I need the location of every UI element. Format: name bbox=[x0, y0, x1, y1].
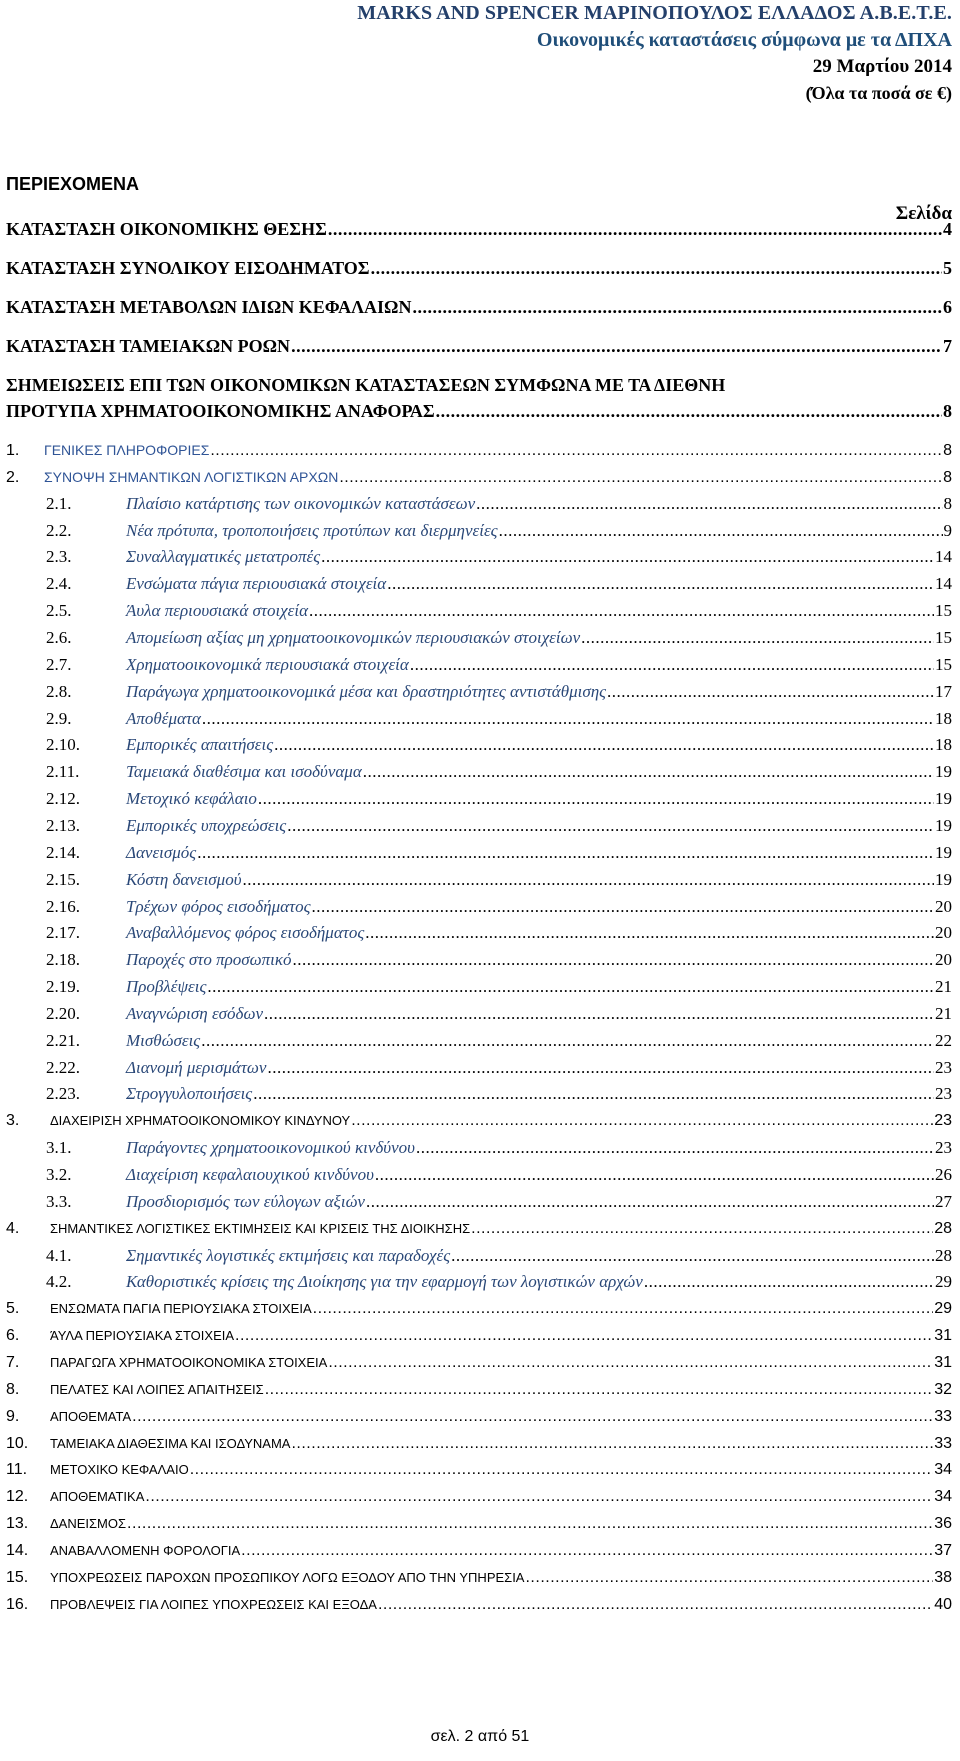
toc-leader-dots bbox=[328, 216, 942, 242]
toc-entry-page: 8 bbox=[943, 493, 952, 513]
toc-entry-page: 14 bbox=[935, 547, 952, 567]
toc-leader-dots bbox=[412, 294, 942, 320]
toc-entry-label: ΜΕΤΟΧΙΚΟ ΚΕΦΑΛΑΙΟ bbox=[50, 1462, 189, 1478]
toc-entry-number: 13. bbox=[6, 1515, 29, 1532]
toc-entry-label: ΠΑΡΑΓΩΓΑ ΧΡΗΜΑΤΟΟΙΚΟΝΟΜΙΚΑ ΣΤΟΙΧΕΙΑ bbox=[50, 1354, 328, 1370]
toc-entry-page: 23 bbox=[935, 1138, 952, 1158]
toc-entry-label: Παράγοντες χρηματοοικονομικού κινδύνου bbox=[126, 1138, 415, 1158]
toc-leader-dots bbox=[190, 1457, 934, 1483]
toc-entry-label: Αποθέματα bbox=[126, 708, 201, 728]
toc-entry-page: 19 bbox=[935, 789, 952, 808]
toc-leader-dots bbox=[291, 1431, 933, 1457]
toc-entry-page: 23 bbox=[934, 1112, 952, 1130]
toc-entry-main[interactable] bbox=[6, 333, 952, 359]
toc-entry[interactable] bbox=[6, 1216, 952, 1242]
toc-entry[interactable] bbox=[6, 840, 952, 866]
toc-entry-number: 5. bbox=[6, 1300, 20, 1318]
toc-entry[interactable] bbox=[6, 491, 952, 517]
toc-entry-number: 2.16. bbox=[46, 896, 80, 916]
toc-entry[interactable] bbox=[6, 1055, 952, 1081]
toc-entry[interactable] bbox=[6, 920, 952, 946]
toc-entry-number: 3. bbox=[6, 1112, 20, 1130]
toc-leader-dots bbox=[365, 920, 934, 946]
toc-entry-label: Ταμειακά διαθέσιμα και ισοδύναμα bbox=[126, 762, 362, 782]
toc-entry[interactable] bbox=[6, 786, 952, 812]
toc-entry-number: 2.3. bbox=[46, 547, 72, 567]
toc-entry-main[interactable] bbox=[6, 255, 952, 281]
toc-entry-number: 8. bbox=[6, 1380, 20, 1398]
toc-entry[interactable] bbox=[6, 1538, 952, 1564]
toc-entry-page: 21 bbox=[935, 1003, 952, 1023]
page-column-label: Σελίδα bbox=[895, 203, 952, 224]
toc-entry-page: 15 bbox=[935, 601, 952, 621]
currency-note: (Όλα τα ποσά σε €) bbox=[805, 83, 952, 103]
toc-entry-number: 2.22. bbox=[46, 1057, 80, 1077]
toc-entry-label: ΣΗΜΕΙΩΣΕΙΣ ΕΠΙ ΤΩΝ ΟΙΚΟΝΟΜΙΚΩΝ ΚΑΤΑΣΤΑΣΕΩΝ ΣΥΜΦΩΝΑ ΜΕ ΤΑ ΔΙΕΘΝΗ bbox=[6, 375, 726, 395]
toc-entry-page: 20 bbox=[935, 896, 952, 916]
toc-entry-page: 27 bbox=[935, 1191, 952, 1211]
toc-entry-number: 3.2. bbox=[46, 1165, 72, 1184]
toc-entry-page: 33 bbox=[934, 1407, 952, 1425]
toc-leader-dots bbox=[451, 1243, 934, 1269]
toc-entry-number: 2.12. bbox=[46, 789, 80, 808]
toc-entry[interactable] bbox=[6, 1189, 952, 1215]
toc-entry-page: 14 bbox=[935, 574, 952, 594]
toc-leader-dots bbox=[387, 571, 934, 597]
toc-entry-label: ΔΙΑΧΕΙΡΙΣΗ ΧΡΗΜΑΤΟΟΙΚΟΝΟΜΙΚΟΥ ΚΙΝΔΥΝΟΥ bbox=[50, 1113, 351, 1129]
toc-entry-page: 28 bbox=[934, 1219, 952, 1237]
toc-entry-label: ΤΑΜΕΙΑΚΑ ΔΙΑΘΕΣΙΜΑ ΚΑΙ ΙΣΟΔΥΝΑΜΑ bbox=[50, 1435, 291, 1451]
toc-entry-page: 31 bbox=[934, 1353, 952, 1371]
toc-entry[interactable] bbox=[6, 894, 952, 920]
toc-leader-dots bbox=[210, 438, 942, 464]
toc-entry-label: Παροχές στο προσωπικό bbox=[126, 950, 292, 970]
toc-entry[interactable] bbox=[6, 1511, 952, 1537]
toc-entry-page: 18 bbox=[935, 708, 952, 728]
toc-entry-number: 2.1. bbox=[46, 493, 72, 513]
toc-leader-dots bbox=[410, 652, 934, 678]
toc-entry-number: 2.17. bbox=[46, 923, 80, 943]
toc-entry-label: Νέα πρότυπα, τροποποιήσεις προτύπων και διερμηνείες bbox=[126, 520, 498, 540]
toc-leader-dots bbox=[267, 1055, 934, 1081]
toc-entry-page: 15 bbox=[935, 654, 952, 674]
toc-entry-page: 29 bbox=[935, 1272, 952, 1292]
toc-entry[interactable] bbox=[6, 1243, 952, 1269]
toc-leader-dots bbox=[366, 1189, 934, 1215]
toc-entry[interactable] bbox=[6, 1323, 952, 1349]
toc-entry-page: 32 bbox=[934, 1380, 952, 1398]
toc-entry[interactable] bbox=[6, 652, 952, 678]
toc-entry[interactable] bbox=[6, 1565, 952, 1591]
toc-entry-number: 3.3. bbox=[46, 1191, 72, 1211]
toc-entry-label: Δανεισμός bbox=[126, 842, 197, 862]
toc-entry-main[interactable] bbox=[6, 216, 952, 242]
toc-entry-number: 2.4. bbox=[46, 574, 72, 594]
toc-entry-page: 33 bbox=[934, 1434, 952, 1452]
toc-notes-heading-line2[interactable] bbox=[6, 398, 952, 424]
toc-entry-number: 2.23. bbox=[46, 1084, 80, 1104]
toc-entry[interactable] bbox=[6, 437, 952, 463]
toc-entry[interactable] bbox=[6, 1592, 952, 1618]
toc-entry-number: 2.15. bbox=[46, 869, 80, 889]
toc-entry-number: 2.10. bbox=[46, 735, 80, 755]
toc-leader-dots bbox=[287, 813, 934, 839]
toc-entry[interactable] bbox=[6, 759, 952, 785]
toc-entry-page: 20 bbox=[935, 923, 952, 943]
toc-entry-label: Εμπορικές υποχρεώσεις bbox=[126, 815, 287, 835]
toc-entry-label: Κόστη δανεισμού bbox=[126, 869, 242, 889]
toc-entry[interactable] bbox=[6, 518, 952, 544]
toc-leader-dots bbox=[378, 1592, 933, 1618]
toc-entry-page: 22 bbox=[935, 1030, 952, 1050]
toc-entry[interactable] bbox=[6, 1350, 952, 1376]
toc-entry-page: 23 bbox=[935, 1084, 952, 1104]
toc-entry-page: 9 bbox=[943, 520, 952, 540]
toc-leader-dots bbox=[264, 1001, 934, 1027]
toc-entry-label: Ενσώματα πάγια περιουσιακά στοιχεία bbox=[126, 574, 387, 594]
toc-entry-number: 7. bbox=[6, 1353, 20, 1371]
toc-entry-label: ΆΥΛΑ ΠΕΡΙΟΥΣΙΑΚΑ ΣΤΟΙΧΕΙΑ bbox=[50, 1328, 235, 1344]
toc-leader-dots bbox=[253, 1081, 934, 1107]
toc-entry-label: Διανομή μερισμάτων bbox=[126, 1057, 267, 1077]
toc-entry-label: Εμπορικές απαιτήσεις bbox=[126, 735, 274, 755]
toc-entry-label: Μισθώσεις bbox=[126, 1030, 201, 1050]
toc-entry-label: ΚΑΤΑΣΤΑΣΗ ΜΕΤΑΒΟΛΩΝ ΙΔΙΩΝ ΚΕΦΑΛΑΙΩΝ bbox=[6, 297, 412, 317]
toc-entry-number: 2.5. bbox=[46, 601, 72, 621]
toc-entry-number: 2.9. bbox=[46, 708, 72, 728]
report-date: 29 Μαρτίου 2014 bbox=[812, 56, 952, 77]
company-name: MARKS AND SPENCER ΜΑΡΙΝΟΠΟΥΛΟΣ ΕΛΛΑΔΟΣ Α.Β.Ε.Τ.Ε. bbox=[357, 2, 952, 24]
toc-leader-dots bbox=[313, 1296, 934, 1322]
toc-entry[interactable] bbox=[6, 1484, 952, 1510]
toc-entry-page: 19 bbox=[935, 815, 952, 835]
toc-entry-page: 19 bbox=[935, 869, 952, 889]
toc-leader-dots bbox=[312, 894, 934, 920]
toc-entry[interactable] bbox=[6, 1028, 952, 1054]
toc-entry-page: 37 bbox=[934, 1541, 952, 1559]
toc-entry[interactable] bbox=[6, 1457, 952, 1483]
toc-entry[interactable] bbox=[6, 598, 952, 624]
toc-entry-label: ΠΡΟΤΥΠΑ ΧΡΗΜΑΤΟΟΙΚΟΝΟΜΙΚΗΣ ΑΝΑΦΟΡΑΣ bbox=[6, 401, 435, 421]
toc-entry-label: Αναβαλλόμενος φόρος εισοδήματος bbox=[126, 923, 365, 943]
toc-entry-number: 16. bbox=[6, 1595, 29, 1613]
toc-leader-dots bbox=[127, 1511, 933, 1537]
toc-entry-page: 18 bbox=[935, 735, 952, 755]
toc-leader-dots bbox=[293, 947, 934, 973]
toc-leader-dots bbox=[363, 759, 934, 785]
toc-entry-label: Σημαντικές λογιστικές εκτιμήσεις και παραδοχές bbox=[126, 1245, 451, 1265]
toc-entry-label: ΑΠΟΘΕΜΑΤΑ bbox=[50, 1408, 132, 1424]
toc-entry-page: 36 bbox=[934, 1515, 952, 1532]
toc-entry-number: 9. bbox=[6, 1407, 20, 1425]
toc-entry-number: 14. bbox=[6, 1541, 29, 1559]
toc-entry-page: 34 bbox=[934, 1461, 952, 1479]
toc-notes-heading-line1[interactable] bbox=[6, 372, 952, 398]
page-indicator: σελ. 2 από 51 bbox=[430, 1728, 530, 1745]
toc-entry-label: ΠΡΟΒΛΕΨΕΙΣ ΓΙΑ ΛΟΙΠΕΣ ΥΠΟΧΡΕΩΣΕΙΣ ΚΑΙ ΕΞΟΔΑ bbox=[50, 1596, 377, 1612]
toc-entry-page: 8 bbox=[943, 468, 952, 486]
toc-leader-dots bbox=[235, 1323, 933, 1349]
toc-entry-number: 2.13. bbox=[46, 815, 80, 835]
toc-entry-label: Αναγνώριση εσόδων bbox=[126, 1003, 264, 1023]
toc-leader-dots bbox=[644, 1269, 934, 1295]
toc-entry-number: 4.2. bbox=[46, 1272, 72, 1292]
toc-entry[interactable] bbox=[6, 571, 952, 597]
toc-entry-label: Απομείωση αξίας μη χρηματοοικονομικών περιουσιακών στοιχείων bbox=[126, 628, 581, 647]
toc-leader-dots bbox=[309, 598, 934, 624]
toc-leader-dots bbox=[476, 491, 942, 517]
toc-entry-label: ΣΥΝΟΨΗ ΣΗΜΑΝΤΙΚΩΝ ΛΟΓΙΣΤΙΚΩΝ ΑΡΧΩΝ bbox=[44, 468, 339, 485]
toc-entry-page: 19 bbox=[935, 762, 952, 782]
toc-entry-page: 29 bbox=[934, 1300, 952, 1318]
toc-entry-label: Προβλέψεις bbox=[126, 977, 207, 996]
toc-leader-dots bbox=[581, 625, 934, 651]
toc-entry[interactable] bbox=[6, 1377, 952, 1403]
toc-entry-label: ΚΑΤΑΣΤΑΣΗ ΟΙΚΟΝΟΜΙΚΗΣ ΘΕΣΗΣ bbox=[6, 219, 327, 239]
toc-entry[interactable] bbox=[6, 464, 952, 490]
toc-entry-label: Προσδιορισμός των εύλογων αξιών bbox=[126, 1191, 365, 1211]
toc-entry-label: Χρηματοοικονομικά περιουσιακά στοιχεία bbox=[126, 654, 409, 674]
toc-entry-number: 2.19. bbox=[46, 977, 80, 996]
toc-entry-page: 34 bbox=[934, 1488, 952, 1506]
toc-entry-label: ΓΕΝΙΚΕΣ ΠΛΗΡΟΦΟΡΙΕΣ bbox=[44, 442, 210, 458]
toc-leader-dots bbox=[525, 1565, 933, 1591]
toc-entry-label: Τρέχων φόρος εισοδήματος bbox=[126, 896, 311, 916]
toc-leader-dots bbox=[339, 465, 942, 491]
toc-entry-number: 2.18. bbox=[46, 950, 80, 970]
toc-leader-dots bbox=[274, 732, 934, 758]
toc-entry-number: 2.2. bbox=[46, 520, 72, 540]
toc-leader-dots bbox=[328, 1350, 933, 1376]
toc-entry-number: 2.14. bbox=[46, 842, 80, 862]
toc-entry-page: 20 bbox=[935, 950, 952, 970]
toc-leader-dots bbox=[241, 1538, 933, 1564]
toc-entry[interactable] bbox=[6, 1162, 952, 1188]
toc-entry-label: ΑΝΑΒΑΛΛΟΜΕΝΗ ΦΟΡΟΛΟΓΙΑ bbox=[50, 1542, 241, 1558]
toc-entry[interactable] bbox=[6, 974, 952, 1000]
toc-entry-page: 4 bbox=[943, 219, 952, 239]
toc-entry-page: 7 bbox=[943, 336, 952, 356]
toc-title: ΠΕΡΙΕΧΟΜΕΝΑ bbox=[6, 174, 140, 194]
toc-entry-label: Στρογγυλοποιήσεις bbox=[126, 1084, 253, 1104]
toc-entry-page: 23 bbox=[935, 1057, 952, 1077]
toc-entry[interactable] bbox=[6, 544, 952, 570]
toc-leader-dots bbox=[416, 1135, 934, 1161]
toc-entry[interactable] bbox=[6, 1296, 952, 1322]
toc-entry-label: ΕΝΣΩΜΑΤΑ ΠΑΓΙΑ ΠΕΡΙΟΥΣΙΑΚΑ ΣΤΟΙΧΕΙΑ bbox=[50, 1301, 312, 1317]
toc-entry-page: 26 bbox=[935, 1165, 952, 1184]
toc-leader-dots bbox=[351, 1108, 933, 1134]
toc-leader-dots bbox=[291, 333, 942, 359]
toc-entry[interactable] bbox=[6, 625, 952, 651]
toc-entry-number: 2.21. bbox=[46, 1030, 80, 1050]
toc-entry-label: ΣΗΜΑΝΤΙΚΕΣ ΛΟΓΙΣΤΙΚΕΣ ΕΚΤΙΜΗΣΕΙΣ ΚΑΙ ΚΡΙΣΕΙΣ ΤΗΣ ΔΙΟΙΚΗΣΗΣ bbox=[50, 1220, 471, 1236]
toc-entry-number: 2.6. bbox=[46, 628, 72, 647]
toc-entry-main[interactable] bbox=[6, 294, 952, 320]
toc-leader-dots bbox=[207, 974, 934, 1000]
toc-entry-page: 8 bbox=[943, 442, 952, 459]
toc-entry-label: Άυλα περιουσιακά στοιχεία bbox=[126, 601, 309, 621]
toc-leader-dots bbox=[607, 679, 934, 705]
toc-entry[interactable] bbox=[6, 1431, 952, 1457]
toc-entry-page: 6 bbox=[943, 297, 952, 317]
toc-entry-page: 19 bbox=[935, 842, 952, 862]
toc-entry-label: Διαχείριση κεφαλαιουχικού κινδύνου bbox=[126, 1165, 374, 1184]
toc-leader-dots bbox=[132, 1404, 933, 1430]
toc-entry-label: ΑΠΟΘΕΜΑΤΙΚΑ bbox=[50, 1489, 145, 1505]
toc-entry-label: ΚΑΤΑΣΤΑΣΗ ΣΥΝΟΛΙΚΟΥ ΕΙΣΟΔΗΜΑΤΟΣ bbox=[6, 258, 370, 278]
toc-entry[interactable] bbox=[6, 867, 952, 893]
toc-entry-number: 2.8. bbox=[46, 681, 72, 701]
toc-entry[interactable] bbox=[6, 813, 952, 839]
toc-entry-label: ΠΕΛΑΤΕΣ ΚΑΙ ΛΟΙΠΕΣ ΑΠΑΙΤΗΣΕΙΣ bbox=[50, 1381, 264, 1397]
toc-entry-number: 10. bbox=[6, 1434, 29, 1452]
toc-entry[interactable] bbox=[6, 1135, 952, 1161]
toc-leader-dots bbox=[436, 398, 942, 424]
toc-entry-number: 2.11. bbox=[46, 762, 80, 782]
toc-entry-label: ΚΑΤΑΣΤΑΣΗ ΤΑΜΕΙΑΚΩΝ ΡΟΩΝ bbox=[6, 336, 291, 356]
toc-entry-number: 3.1. bbox=[46, 1138, 72, 1158]
toc-entry-label: ΔΑΝΕΙΣΜΟΣ bbox=[50, 1516, 127, 1531]
toc-leader-dots bbox=[197, 840, 934, 866]
toc-entry-page: 8 bbox=[943, 401, 952, 421]
toc-entry[interactable] bbox=[6, 947, 952, 973]
toc-entry-label: Μετοχικό κεφάλαιο bbox=[126, 789, 257, 808]
toc-entry[interactable] bbox=[6, 1404, 952, 1430]
toc-entry-page: 38 bbox=[934, 1568, 952, 1586]
toc-entry-label: ΥΠΟΧΡΕΩΣΕΙΣ ΠΑΡΟΧΩΝ ΠΡΟΣΩΠΙΚΟΥ ΛΟΓΩ ΕΞΟΔΟΥ ΑΠΟ ΤΗΝ ΥΠΗΡΕΣΙΑ bbox=[50, 1569, 525, 1585]
toc-entry-number: 2. bbox=[6, 468, 20, 486]
toc-entry[interactable] bbox=[6, 1108, 952, 1134]
toc-entry-number: 4. bbox=[6, 1219, 20, 1237]
toc-entry-page: 28 bbox=[935, 1245, 952, 1265]
toc-entry-label: Πλαίσιο κατάρτισης των οικονομικών καταστάσεων bbox=[126, 493, 476, 513]
toc-entry-page: 40 bbox=[934, 1595, 952, 1613]
toc-leader-dots bbox=[243, 867, 934, 893]
toc-entry-page: 31 bbox=[934, 1327, 952, 1345]
toc-entry-label: Καθοριστικές κρίσεις της Διοίκησης για την εφαρμογή των λογιστικών αρχών bbox=[126, 1272, 643, 1292]
toc-leader-dots bbox=[201, 1028, 934, 1054]
toc-entry-number: 2.7. bbox=[46, 654, 72, 674]
toc-entry-number: 12. bbox=[6, 1488, 29, 1506]
toc-entry[interactable] bbox=[6, 1269, 952, 1295]
toc-entry-number: 6. bbox=[6, 1327, 20, 1345]
toc-entry-number: 2.20. bbox=[46, 1003, 80, 1023]
toc-entry-label: Συναλλαγματικές μετατροπές bbox=[126, 547, 321, 567]
toc-leader-dots bbox=[371, 255, 942, 281]
toc-leader-dots bbox=[375, 1162, 934, 1188]
toc-entry-page: 5 bbox=[943, 258, 952, 278]
toc-entry[interactable] bbox=[6, 732, 952, 758]
toc-entry-page: 15 bbox=[935, 628, 952, 647]
toc-leader-dots bbox=[145, 1484, 933, 1510]
toc-entry-page: 17 bbox=[935, 681, 952, 701]
toc-entry-label: Παράγωγα χρηματοοικονομικά μέσα και δραστηριότητες αντιστάθμισης bbox=[126, 681, 607, 701]
toc-entry-page: 21 bbox=[935, 977, 952, 996]
toc-entry-number: 15. bbox=[6, 1568, 29, 1586]
toc-entry-number: 1. bbox=[6, 442, 20, 459]
toc-leader-dots bbox=[499, 518, 943, 544]
toc-entry[interactable] bbox=[6, 1001, 952, 1027]
toc-entry[interactable] bbox=[6, 679, 952, 705]
toc-leader-dots bbox=[202, 706, 934, 732]
toc-leader-dots bbox=[258, 786, 934, 812]
toc-leader-dots bbox=[265, 1377, 933, 1403]
toc-entry-number: 4.1. bbox=[46, 1245, 72, 1265]
toc-leader-dots bbox=[321, 544, 934, 570]
toc-entry[interactable] bbox=[6, 1081, 952, 1107]
toc-leader-dots bbox=[471, 1216, 933, 1242]
toc-entry-number: 11. bbox=[6, 1461, 28, 1479]
toc-entry[interactable] bbox=[6, 706, 952, 732]
statements-subtitle: Οικονομικές καταστάσεις σύμφωνα με τα ΔΠΧΑ bbox=[536, 29, 952, 51]
